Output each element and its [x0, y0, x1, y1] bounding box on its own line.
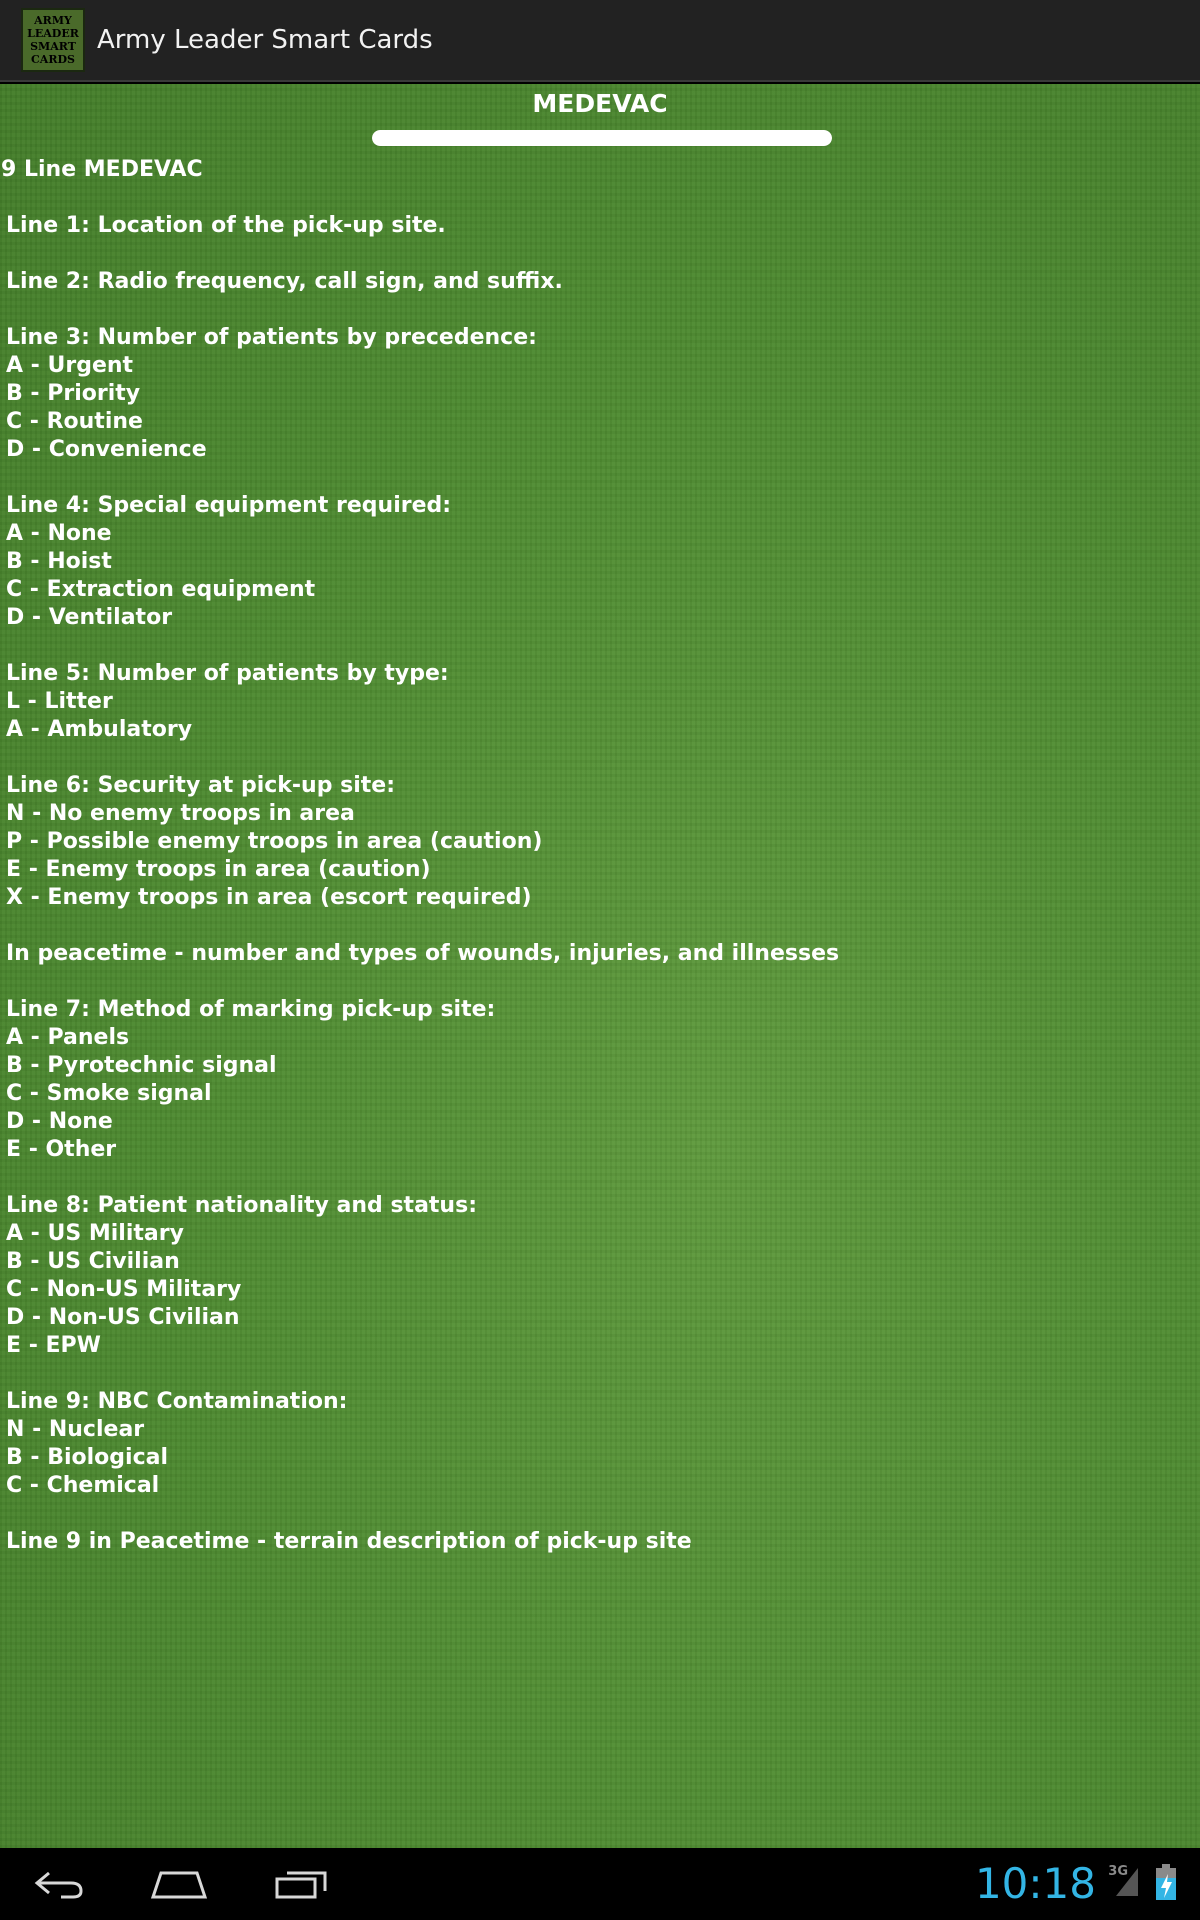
battery-charging-icon: [1154, 1862, 1178, 1902]
card-line: A - Urgent: [6, 353, 134, 378]
card-line: Line 7: Method of marking pick-up site:: [6, 997, 496, 1022]
card-spacer: [0, 968, 1190, 996]
card-line: B - Pyrotechnic signal: [6, 1053, 277, 1078]
app-logo[interactable]: [21, 8, 85, 72]
status-clock: 10:18: [974, 1859, 1096, 1908]
recent-apps-icon: [273, 1867, 329, 1901]
logo-line: CARDS: [31, 53, 75, 66]
card-line: D - Ventilator: [6, 605, 173, 630]
card-line: E - Enemy troops in area (caution): [6, 857, 431, 882]
card-line: B - Priority: [6, 381, 141, 406]
card-line: C - Smoke signal: [6, 1081, 212, 1106]
card-line: Line 9: NBC Contamination:: [6, 1389, 348, 1414]
card-line: B - Hoist: [6, 549, 112, 574]
card-line: E - Other: [6, 1137, 117, 1162]
app-title: Army Leader Smart Cards: [97, 25, 433, 55]
back-icon: [31, 1867, 87, 1901]
logo-line: ARMY: [34, 14, 72, 27]
card-line: N - No enemy troops in area: [6, 801, 355, 826]
card-line: D - Convenience: [6, 437, 207, 462]
card-line: Line 9 in Peacetime - terrain description of pick-up site: [6, 1529, 692, 1554]
card-spacer: [0, 744, 1190, 772]
card-line: A - None: [6, 521, 112, 546]
home-button[interactable]: [134, 1858, 224, 1910]
card-progress-fill: [372, 130, 832, 146]
card-line: X - Enemy troops in area (escort required): [6, 885, 532, 910]
card-line: Line 6: Security at pick-up site:: [6, 773, 395, 798]
card-line: Line 3: Number of patients by precedence:: [6, 325, 537, 350]
card-line: D - Non-US Civilian: [6, 1305, 240, 1330]
network-type: 3G: [1108, 1864, 1128, 1879]
card-line: C - Chemical: [6, 1473, 160, 1498]
card-line: E - EPW: [6, 1333, 101, 1358]
card-line: In peacetime - number and types of wounds, injuries, and illnesses: [6, 941, 840, 966]
card-line: B - US Civilian: [6, 1249, 180, 1274]
card-body: [0, 156, 1190, 1556]
card-spacer: [0, 1360, 1190, 1388]
back-button[interactable]: [14, 1858, 104, 1910]
card-spacer: [0, 632, 1190, 660]
card-line: P - Possible enemy troops in area (caution): [6, 829, 543, 854]
card-spacer: [0, 464, 1190, 492]
card-spacer: [0, 240, 1190, 268]
card-spacer: [0, 296, 1190, 324]
card-spacer: [0, 184, 1190, 212]
card-line: A - Ambulatory: [6, 717, 193, 742]
card-line: Line 4: Special equipment required:: [6, 493, 452, 518]
card-line: C - Extraction equipment: [6, 577, 316, 602]
logo-line: SMART: [30, 40, 76, 53]
card-line: L - Litter: [6, 689, 113, 714]
home-icon: [149, 1867, 209, 1901]
card-spacer: [0, 1500, 1190, 1528]
recent-apps-button[interactable]: [256, 1858, 346, 1910]
signal-icon: [1114, 1864, 1140, 1898]
card-line: A - US Military: [6, 1221, 184, 1246]
card-line: Line 5: Number of patients by type:: [6, 661, 449, 686]
card-heading: 9 Line MEDEVAC: [1, 157, 203, 182]
card-line: C - Routine: [6, 409, 143, 434]
card-line: C - Non-US Military: [6, 1277, 242, 1302]
card-line: B - Biological: [6, 1445, 169, 1470]
card-line: Line 1: Location of the pick-up site.: [6, 213, 446, 238]
card-spacer: [0, 912, 1190, 940]
card-title: MEDEVAC: [532, 89, 668, 118]
card-line: Line 8: Patient nationality and status:: [6, 1193, 477, 1218]
logo-line: LEADER: [27, 27, 79, 40]
smart-card-view[interactable]: [0, 84, 1200, 1848]
card-line: D - None: [6, 1109, 113, 1134]
card-line: Line 2: Radio frequency, call sign, and suffix.: [6, 269, 563, 294]
card-line: N - Nuclear: [6, 1417, 145, 1442]
card-line: A - Panels: [6, 1025, 130, 1050]
action-bar: [0, 0, 1200, 82]
card-spacer: [0, 1164, 1190, 1192]
system-nav-bar: [0, 1848, 1200, 1920]
card-progress-bar: [372, 130, 832, 146]
